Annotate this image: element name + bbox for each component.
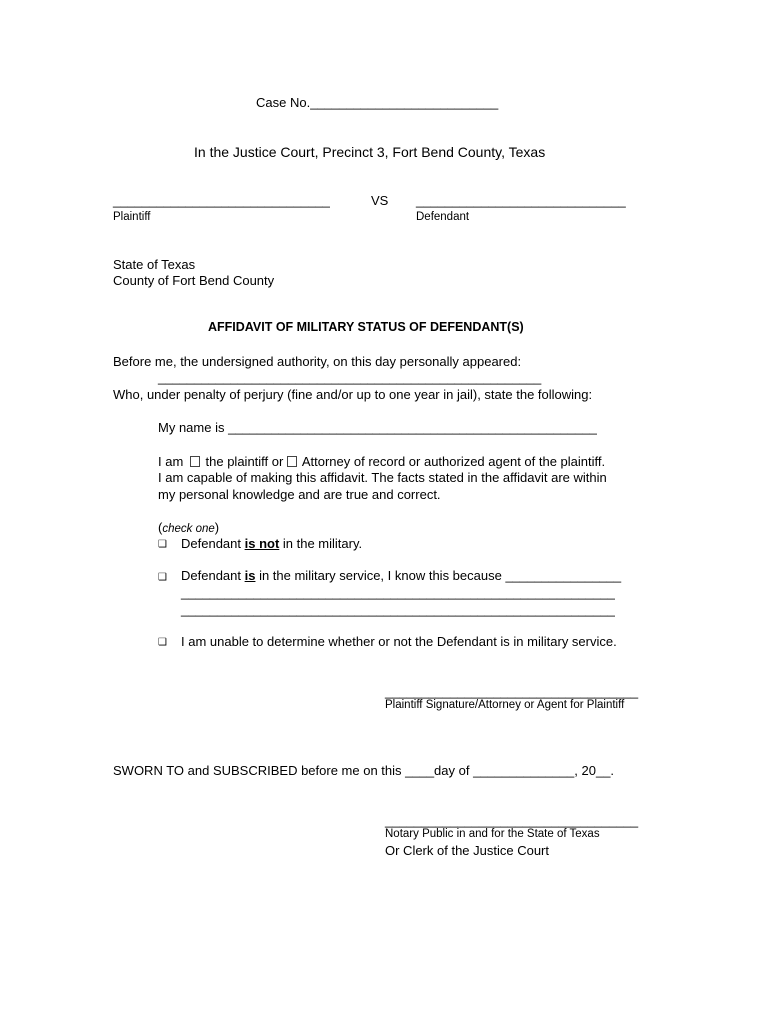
plaintiff-blank: ______________________________ <box>113 193 330 208</box>
versus-label: VS <box>371 193 389 208</box>
attorney-checkbox-icon[interactable] <box>287 456 297 467</box>
option1-prefix: Defendant <box>181 536 245 551</box>
county-line: County of Fort Bend County <box>113 273 275 288</box>
court-heading: In the Justice Court, Precinct 3, Fort Bend County, Texas <box>194 144 546 160</box>
explanation-blank-line: ____________________________________________________________ <box>181 585 615 600</box>
document-title: AFFIDAVIT OF MILITARY STATUS OF DEFENDANT(S) <box>208 320 524 334</box>
checkbox-bullet-icon[interactable]: ❑ <box>158 637 167 648</box>
signature-line: ___________________________________ <box>385 684 639 699</box>
case-number-line: Case No.__________________________ <box>256 95 499 110</box>
my-name-line: My name is ___________________________________________________ <box>158 420 597 435</box>
plaintiff-checkbox-icon[interactable] <box>190 456 200 467</box>
option-unable-determine: I am unable to determine whether or not the Defendant is in military service. <box>181 634 617 649</box>
perjury-statement: Who, under penalty of perjury (fine and/or up to one year in jail), state the following: <box>113 387 593 402</box>
signature-label: Plaintiff Signature/Attorney or Agent for Plaintiff <box>385 699 625 711</box>
role-statement <box>158 454 605 470</box>
option-not-military <box>181 536 362 552</box>
check-one-open: ( <box>158 520 163 535</box>
role-plaintiff-text: the plaintiff or <box>201 454 287 469</box>
knowledge-statement: my personal knowledge and are true and correct. <box>158 487 441 502</box>
option-in-military <box>181 568 621 584</box>
clerk-label: Or Clerk of the Justice Court <box>385 843 549 858</box>
notary-signature-line: ___________________________________ <box>385 813 639 828</box>
option2-prefix: Defendant <box>181 568 245 583</box>
notary-label: Notary Public in and for the State of Texas <box>385 828 600 840</box>
check-one-close: ) <box>214 520 220 535</box>
option1-suffix: in the military. <box>279 536 363 551</box>
defendant-blank: _____________________________ <box>416 193 626 208</box>
check-one-instruction <box>158 520 219 537</box>
check-one-text: check one <box>162 523 215 535</box>
intro-line: Before me, the undersigned authority, on this day personally appeared: <box>113 354 522 369</box>
option2-suffix: in the military service, I know this because ________________ <box>255 568 622 583</box>
affiant-name-blank: _____________________________________________________ <box>158 370 542 385</box>
defendant-label: Defendant <box>416 211 470 223</box>
checkbox-bullet-icon[interactable]: ❑ <box>158 539 167 550</box>
role-attorney-text: Attorney of record or authorized agent of the plaintiff. <box>298 454 606 469</box>
role-prefix: I am <box>158 454 187 469</box>
explanation-blank-line: ____________________________________________________________ <box>181 602 615 617</box>
state-line: State of Texas <box>113 257 196 272</box>
checkbox-bullet-icon[interactable]: ❑ <box>158 572 167 583</box>
plaintiff-label: Plaintiff <box>113 211 151 223</box>
capable-statement: I am capable of making this affidavit. The facts stated in the affidavit are within <box>158 470 607 485</box>
option2-emphasis: is <box>244 568 256 583</box>
option1-emphasis: is not <box>244 536 280 551</box>
sworn-statement: SWORN TO and SUBSCRIBED before me on this ____day of ______________, 20__. <box>113 763 615 778</box>
